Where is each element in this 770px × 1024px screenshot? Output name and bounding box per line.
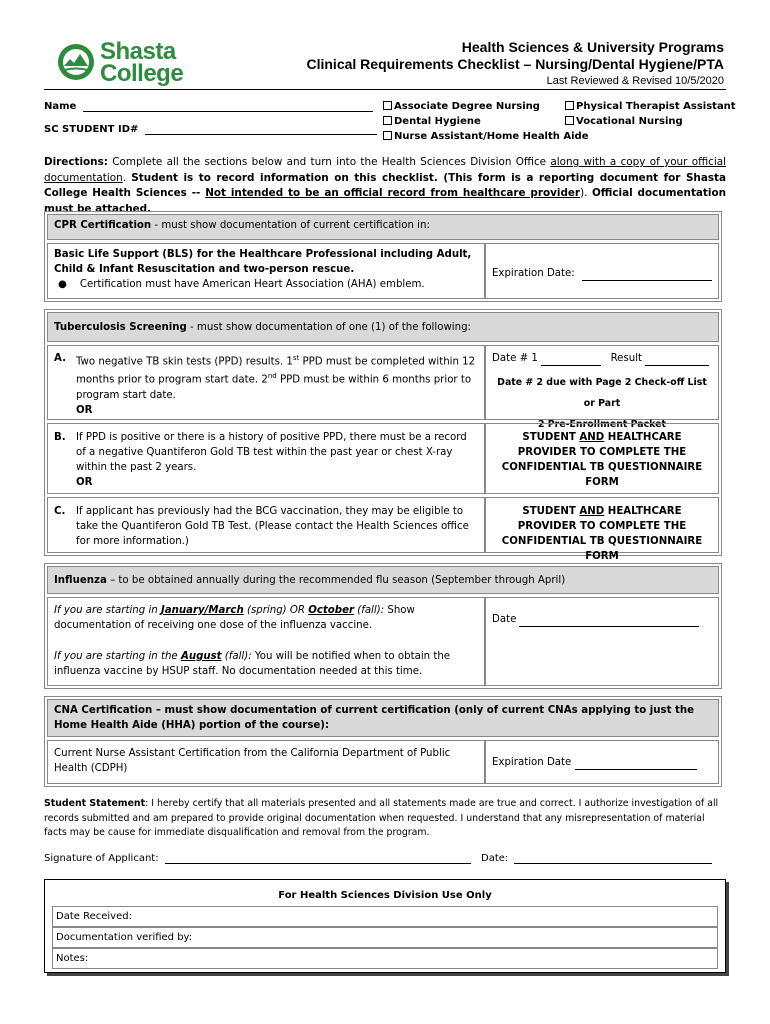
cpr-bullet: ● Certification must have American Heart Association (AHA) emblem. — [58, 279, 425, 290]
name-field[interactable] — [44, 101, 373, 112]
cpr-bls-cell: Basic Life Support (BLS) for the Healthcare Professional including Adult, Child & Infant Resuscitation and two-person rescue. ● Certification must have American Heart Association (AHA) emblem. — [47, 243, 485, 299]
checkbox-square-icon[interactable] — [383, 101, 392, 110]
tb-option-c-provider: STUDENT AND HEALTHCARE PROVIDER TO COMPLETE THE CONFIDENTIAL TB QUESTIONNAIRE FORM — [485, 497, 719, 553]
influenza-instructions: If you are starting in January/March (spring) OR October (fall): Show documentation of receiving one dose of the influenza vaccine. If you are starting in the August (fall): You will be notified when to obtain the influenza vaccine by HSUP staff. No documentation needed at this time. — [47, 597, 485, 686]
header-revised-date: Last Reviewed & Revised 10/5/2020 — [546, 75, 724, 87]
checkbox-nurse-assistant[interactable]: Nurse Assistant/Home Health Aide — [383, 131, 588, 142]
checkbox-dental-hygiene[interactable]: Dental Hygiene — [383, 116, 481, 127]
cpr-expiration-blank[interactable] — [582, 271, 712, 281]
tb-option-a-text: Two negative TB skin tests (PPD) results. 1st PPD must be completed within 12 months prior to program start date. 2nd PPD must be within 6 months prior to program start date. — [76, 354, 476, 401]
student-id-blank[interactable] — [145, 125, 377, 135]
tb-date1-field[interactable]: Date # 1 Result — [492, 351, 712, 366]
tb-option-a-dates[interactable] — [485, 345, 719, 430]
cna-expiration-blank[interactable] — [575, 760, 697, 770]
checkbox-square-icon[interactable] — [383, 116, 392, 125]
office-documentation-verified[interactable]: Documentation verified by: — [52, 927, 718, 948]
office-notes[interactable]: Notes: — [52, 948, 718, 969]
header-title-checklist: Clinical Requirements Checklist – Nursing/Dental Hygiene/PTA — [306, 56, 724, 72]
checkbox-associate-degree-nursing[interactable]: Associate Degree Nursing — [383, 101, 540, 112]
college-seal-icon — [56, 42, 96, 82]
name-blank[interactable] — [83, 102, 373, 112]
tb-option-c: C. If applicant has previously had the BCG vaccination, they may be eligible to take the Quantiferon Gold TB Test. (Please contact the Health Sciences office for more information.) — [47, 497, 485, 553]
shasta-college-logo — [56, 40, 196, 90]
cpr-heading: CPR Certification - must show documentation of current certification in: — [47, 214, 719, 240]
tb-option-b-provider: STUDENT AND HEALTHCARE PROVIDER TO COMPLETE THE CONFIDENTIAL TB QUESTIONNAIRE FORM — [485, 423, 719, 494]
logo-word-college: College — [100, 60, 184, 87]
cna-certification-text: Current Nurse Assistant Certification from the California Department of Public Health (CDPH) — [47, 740, 485, 784]
influenza-heading: Influenza – to be obtained annually during the recommended flu season (September through April) — [47, 566, 719, 594]
tb-heading: Tuberculosis Screening - must show documentation of one (1) of the following: — [47, 312, 719, 342]
student-id-label: SC STUDENT ID# — [44, 124, 139, 135]
directions-paragraph: Directions: Complete all the sections below and turn into the Health Sciences Division Office along with a copy of your official documentation. Student is to record information on this checklist. (This form is a reporting document for Shasta College Health Sciences -- Not intended to be an official record from healthcare provider). Official documentation must be attached. — [44, 156, 727, 215]
signature-date-blank[interactable] — [514, 854, 712, 864]
tb-date2-note: Date # 2 due with Page 2 Check-off List or Part 2 Pre-Enrollment Packet — [497, 377, 707, 430]
cna-heading: CNA Certification – must show documentation of current certification (only of current CNAs applying to just the Home Health Aide (HHA) portion of the course): — [47, 699, 719, 737]
tb-option-b: B. If PPD is positive or there is a history of positive PPD, there must be a record of a negative Quantiferon Gold TB test within the past year or chest X-ray within the past 2 years. OR — [47, 423, 485, 494]
header-title-programs: Health Sciences & University Programs — [461, 39, 724, 55]
signature-field[interactable]: Signature of Applicant: — [44, 853, 471, 864]
checkbox-square-icon[interactable] — [565, 101, 574, 110]
cna-expiration-cell[interactable]: Expiration Date — [485, 740, 719, 784]
tb-option-a: A. Two negative TB skin tests (PPD) results. 1st PPD must be completed within 12 months prior to program start date. 2nd PPD must be within 6 months prior to program start date. OR — [47, 345, 485, 420]
checkbox-vocational-nursing[interactable]: Vocational Nursing — [565, 116, 683, 127]
checkbox-square-icon[interactable] — [565, 116, 574, 125]
influenza-date-blank[interactable] — [519, 617, 699, 627]
header-rule — [44, 89, 726, 90]
office-use-box — [44, 879, 726, 973]
logo-word-shasta: Shasta — [100, 38, 176, 65]
signature-date-field[interactable]: Date: — [481, 853, 712, 864]
name-label: Name — [44, 101, 77, 112]
office-date-received[interactable]: Date Received: — [52, 906, 718, 927]
checkbox-square-icon[interactable] — [383, 131, 392, 140]
influenza-date-cell[interactable]: Date — [485, 597, 719, 686]
student-statement: Student Statement: I hereby certify that all materials presented and all statements made are true and correct. I authorize investigation of all records submitted and am prepared to provide original documentation when requested. I understand that any misrepresentation of material facts may be cause for immediate disqualification and removal from the program. — [44, 798, 719, 838]
office-use-title: For Health Sciences Division Use Only — [278, 890, 492, 901]
signature-blank[interactable] — [165, 854, 471, 864]
student-id-field[interactable] — [44, 124, 377, 135]
cpr-expiration-cell[interactable]: Expiration Date: — [485, 243, 719, 299]
checkbox-physical-therapist-assistant[interactable]: Physical Therapist Assistant — [565, 101, 736, 112]
